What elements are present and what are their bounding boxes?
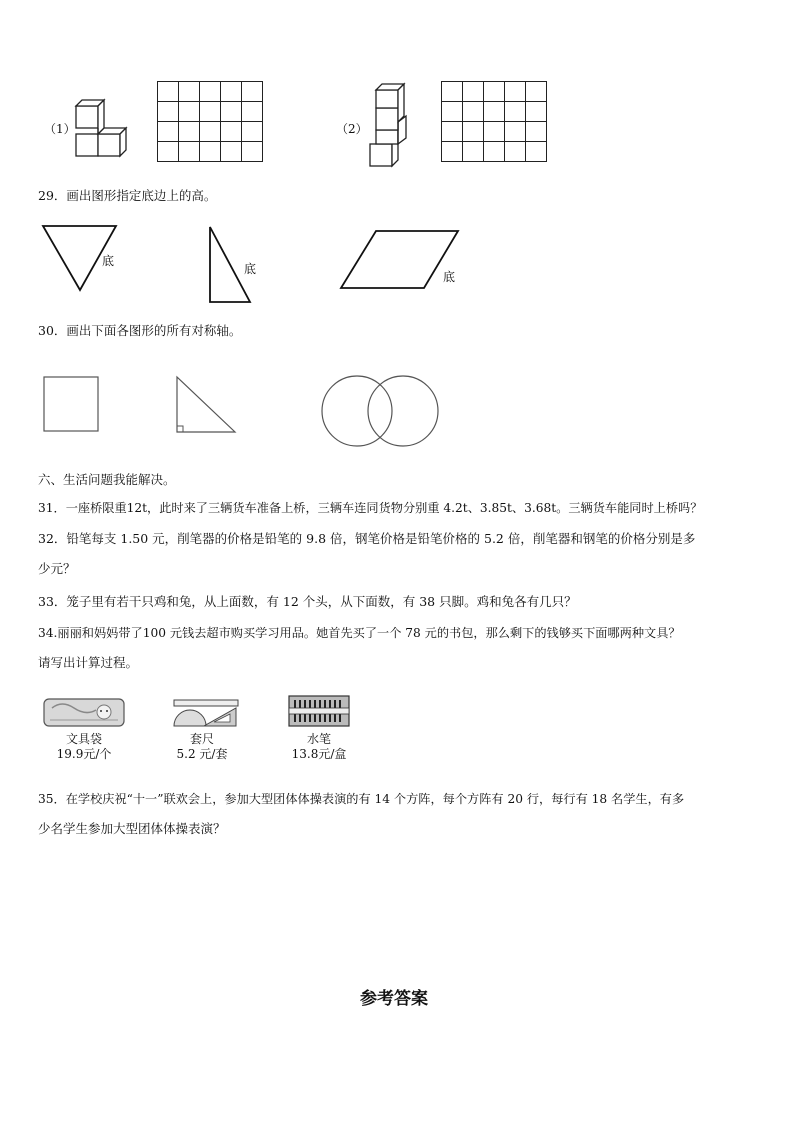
right-isosceles-triangle-figure (172, 374, 240, 436)
pens-name: 水笔 (306, 732, 331, 746)
cube-stack-1-figure (72, 94, 130, 158)
q32-line2: 少元？ (38, 561, 76, 576)
grid-2 (441, 81, 547, 162)
pens-box-image (277, 694, 361, 728)
grid-1 (157, 81, 263, 162)
base-label-3: 底 (443, 270, 456, 284)
q29-text: 29．画出图形指定底边上的高。 (38, 188, 217, 203)
pens-price: 13.8元/盒 (291, 747, 347, 761)
q35-line2: 少名学生参加大型团体体操表演？ (38, 821, 226, 836)
base-label-1: 底 (102, 254, 115, 268)
ruler-set-price: 5.2 元/套 (176, 747, 228, 761)
ruler-set-image (160, 696, 244, 728)
q32-line1: 32．铅笔每支 1.50 元，削笔器的价格是铅笔的 9.8 倍，钢笔价格是铅笔价格的 5.2 倍，削笔器和钢笔的价格分别是多 (38, 531, 696, 546)
square-figure (40, 374, 102, 434)
ruler-set-item (160, 696, 248, 762)
pencil-case-item (42, 696, 130, 762)
q28-part2-label: （2） (336, 122, 368, 136)
q33-text: 33．笼子里有若干只鸡和兔，从上面数，有 12 个头，从下面数，有 38 只脚。鸡和兔各有几只？ (38, 594, 577, 609)
q34-line2: 请写出计算过程。 (38, 655, 139, 670)
pens-item (277, 694, 367, 762)
two-circles-figure (318, 374, 442, 448)
pencil-case-image (42, 696, 126, 728)
ruler-set-name: 套尺 (189, 732, 214, 746)
section6-title: 六、生活问题我能解决。 (38, 472, 176, 487)
q28-part1-label: （1） (44, 122, 76, 136)
cube-stack-2-figure (366, 82, 412, 168)
pencil-case-name: 文具袋 (65, 732, 102, 746)
q30-text: 30．画出下面各图形的所有对称轴。 (38, 323, 242, 338)
pencil-case-price: 19.9元/个 (56, 747, 112, 761)
base-label-2: 底 (244, 262, 257, 276)
q34-line1: 34.丽丽和妈妈带了100 元钱去超市购买学习用品。她首先买了一个 78 元的书包，那么剩下的钱够买下面哪两种文具？ (38, 626, 681, 640)
q35-line1: 35．在学校庆祝“十一”联欢会上，参加大型团体体操表演的有 14 个方阵，每个方阵有 20 行，每行有 18 名学生，有多 (38, 792, 685, 806)
q31-text: 31．一座桥限重12t，此时来了三辆货车准备上桥，三辆车连同货物分别重 4.2t、3.85t、3.68t。三辆货车能同时上桥吗？ (38, 501, 703, 515)
answers-heading: 参考答案 (360, 989, 428, 1009)
